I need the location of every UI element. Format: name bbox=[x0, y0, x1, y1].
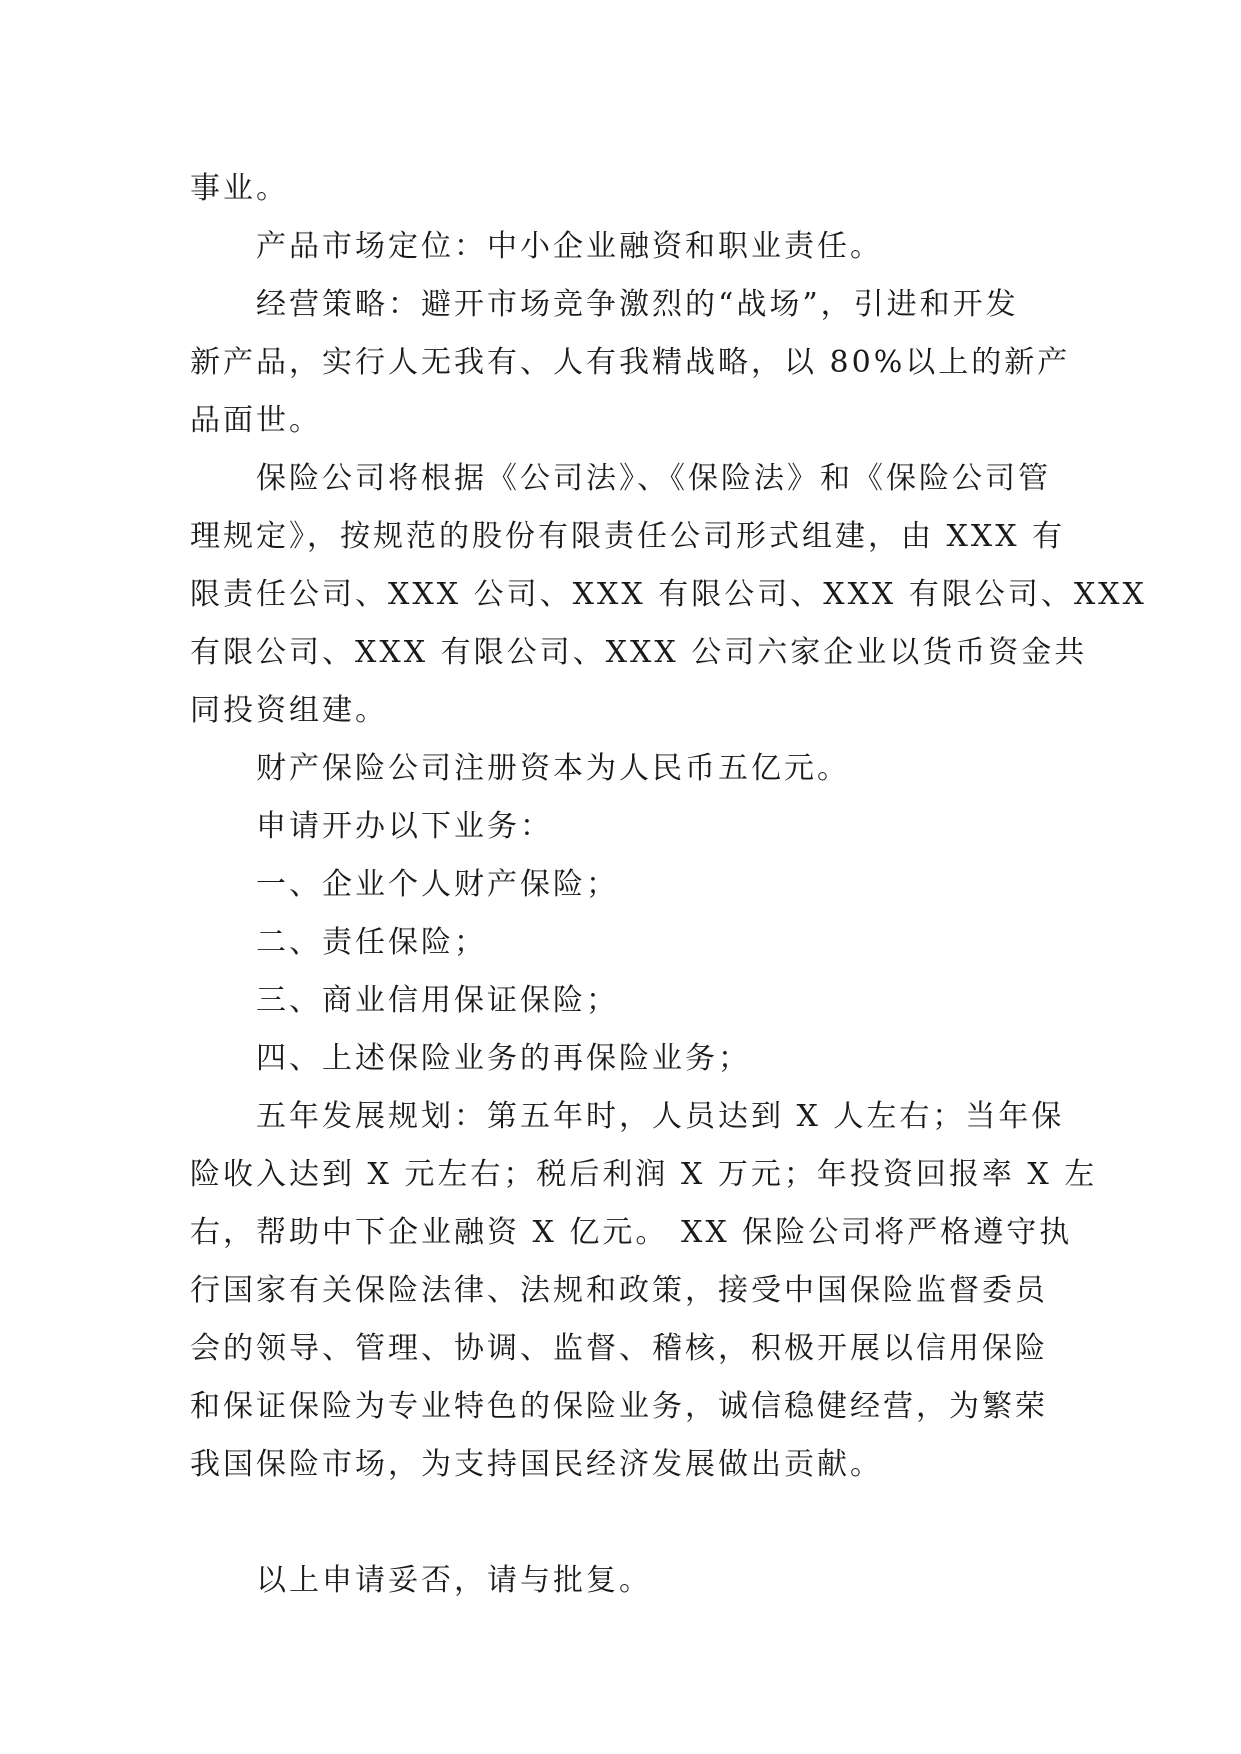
text-line: 一、企业个人财产保险； bbox=[256, 867, 619, 902]
text-line: 经营策略：避开市场竞争激烈的“战场”，引进和开发 bbox=[256, 287, 1019, 322]
text-line: 产品市场定位：中小企业融资和职业责任。 bbox=[256, 229, 883, 264]
text-line: 二、责任保险； bbox=[256, 925, 487, 960]
text-line: 和保证保险为专业特色的保险业务，诚信稳健经营，为繁荣 bbox=[190, 1389, 1048, 1424]
text-line: 三、商业信用保证保险； bbox=[256, 983, 619, 1018]
document-body bbox=[190, 160, 1147, 1610]
text-line: 五年发展规划：第五年时，人员达到 X 人左右；当年保 bbox=[256, 1099, 1065, 1134]
text-line: 有限公司、XXX 有限公司、XXX 公司六家企业以货币资金共 bbox=[190, 635, 1088, 670]
text-line: 会的领导、管理、协调、监督、稽核，积极开展以信用保险 bbox=[190, 1331, 1048, 1366]
text-line: 理规定》，按规范的股份有限责任公司形式组建，由 XXX 有 bbox=[190, 519, 1066, 554]
text-line: 事业。 bbox=[190, 171, 289, 206]
text-line: 同投资组建。 bbox=[190, 693, 388, 728]
text-line: 保险公司将根据《公司法》、《保险法》和《保险公司管 bbox=[256, 461, 1051, 496]
text-line: 新产品，实行人无我有、人有我精战略，以 80%以上的新产 bbox=[190, 345, 1071, 380]
text-line: 品面世。 bbox=[190, 403, 322, 438]
text-line: 限责任公司、XXX 公司、XXX 有限公司、XXX 有限公司、XXX bbox=[190, 577, 1147, 612]
text-line: 申请开办以下业务： bbox=[256, 809, 553, 844]
text-line: 行国家有关保险法律、法规和政策，接受中国保险监督委员 bbox=[190, 1273, 1048, 1308]
text-line: 右，帮助中下企业融资 X 亿元。 XX 保险公司将严格遵守执 bbox=[190, 1215, 1073, 1250]
text-line: 险收入达到 X 元左右；税后利润 X 万元；年投资回报率 X 左 bbox=[190, 1157, 1098, 1192]
text-line: 四、上述保险业务的再保险业务； bbox=[256, 1041, 751, 1076]
blank-line bbox=[190, 1494, 1050, 1552]
text-line: 以上申请妥否，请与批复。 bbox=[256, 1563, 652, 1598]
text-line: 财产保险公司注册资本为人民币五亿元。 bbox=[256, 751, 850, 786]
text-line: 我国保险市场，为支持国民经济发展做出贡献。 bbox=[190, 1447, 883, 1482]
